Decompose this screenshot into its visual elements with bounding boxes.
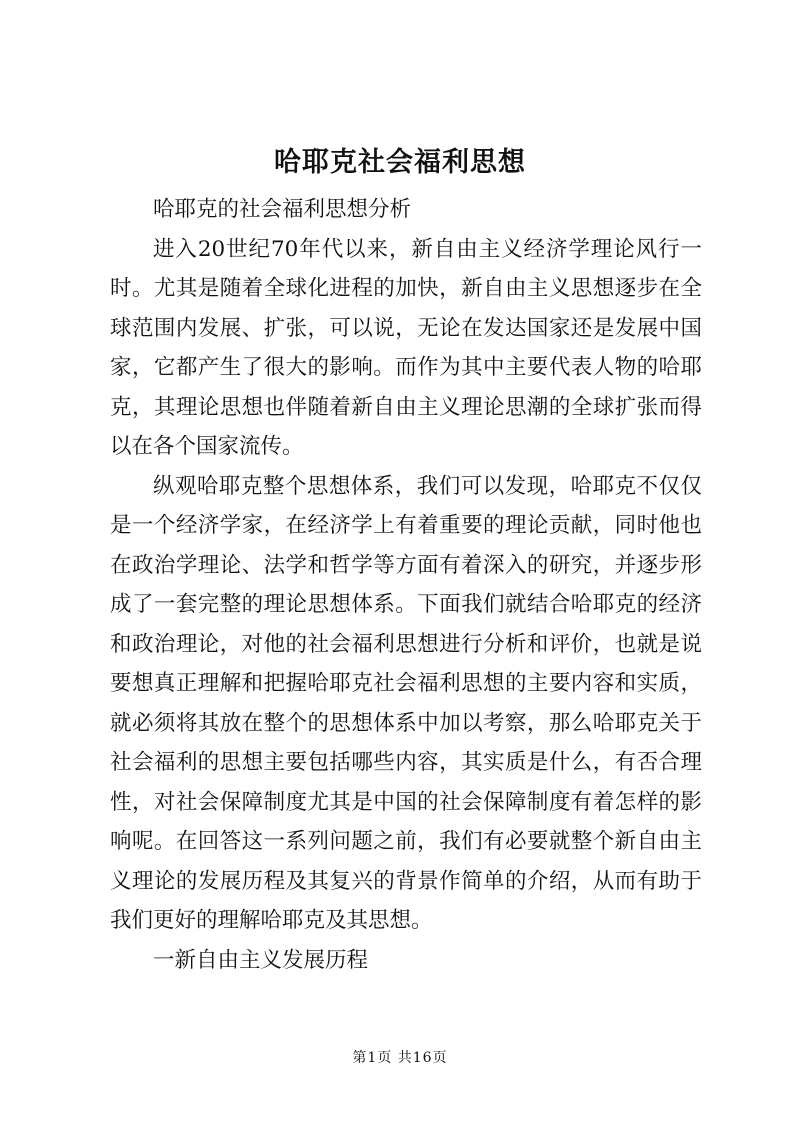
body-paragraph-1: 进入20世纪70年代以来，新自由主义经济学理论风行一时。尤其是随着全球化进程的加快，新自由主义思想逐步在全球范围内发展、扩张，可以说，无论在发达国家还是发展中国家，它都产生了很大的影响。而作为其中主要代表人物的哈耶克，其理论思想也伴随着新自由主义理论思潮的全球扩张而得以在各个国家流传。 [110,236,702,459]
document-body [110,190,702,980]
document-title: 哈耶克社会福利思想 [274,147,526,178]
section-heading: 一新自由主义发展历程 [153,947,369,973]
subtitle-paragraph: 哈耶克的社会福利思想分析 [153,197,412,222]
page-number-footer: 第1页 共16页 [352,1050,448,1066]
body-paragraph-2: 纵观哈耶克整个思想体系，我们可以发现，哈耶克不仅仅是一个经济学家，在经济学上有着重要的理论贡献，同时他也在政治学理论、法学和哲学等方面有着深入的研究，并逐步形成了一套完整的理论思想体系。下面我们就结合哈耶克的经济和政治理论，对他的社会福利思想进行分析和评价，也就是说要想真正理解和把握哈耶克社会福利思想的主要内容和实质，就必须将其放在整个的思想体系中加以考察，那么哈耶克关于社会福利的思想主要包括哪些内容，其实质是什么，有否合理性，对社会保障制度尤其是中国的社会保障制度有着怎样的影响呢。在回答这一系列问题之前，我们有必要就整个新自由主义理论的发展历程及其复兴的背景作简单的介绍，从而有助于我们更好的理解哈耶克及其思想。 [110,473,702,933]
